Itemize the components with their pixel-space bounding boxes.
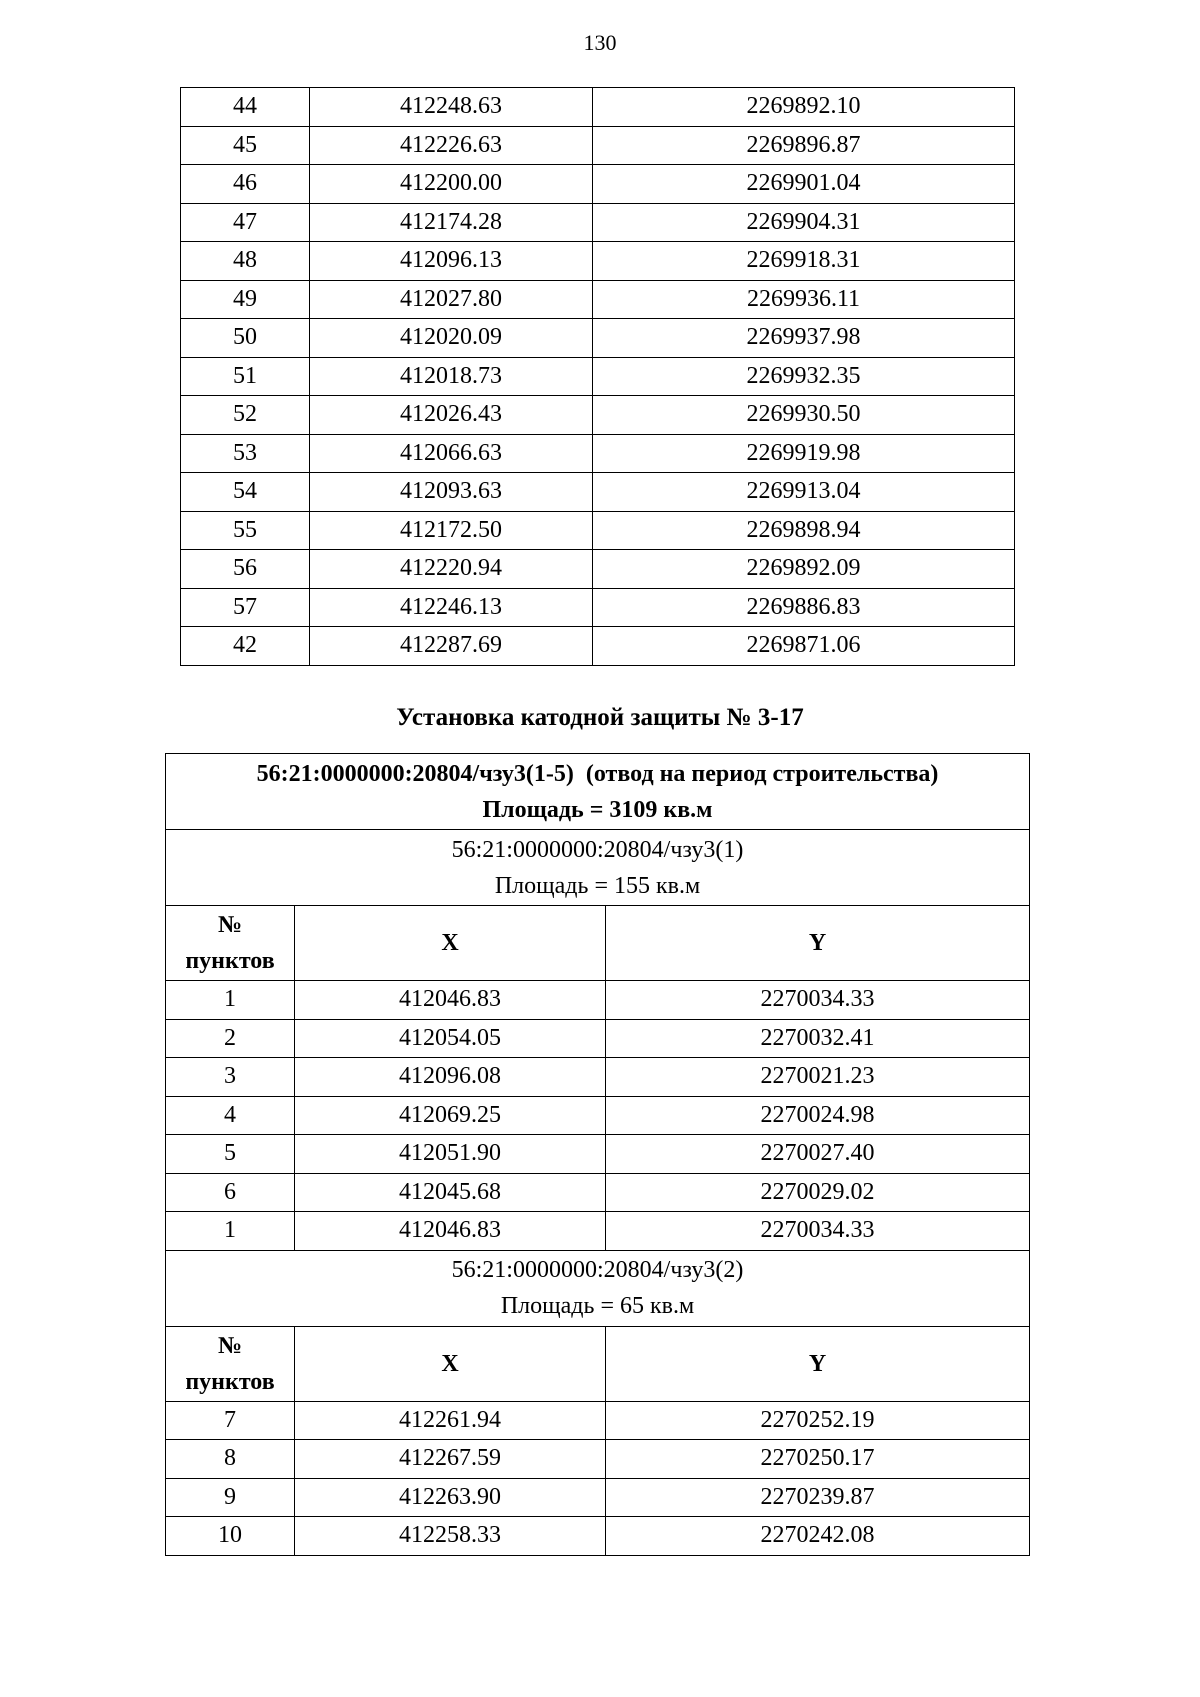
table-row	[181, 588, 1015, 627]
table-row	[166, 1517, 1030, 1556]
x-coordinate-cell: 412174.28	[310, 203, 593, 242]
y-coordinate-cell: 2269937.98	[593, 319, 1015, 358]
column-header-x: X	[295, 1326, 606, 1401]
column-header-number-symbol: №	[217, 1332, 243, 1359]
table-row	[181, 88, 1015, 127]
table-row	[181, 627, 1015, 666]
point-number-cell: 48	[181, 242, 310, 281]
table-row	[181, 434, 1015, 473]
point-number-cell: 53	[181, 434, 310, 473]
y-coordinate-cell: 2270034.33	[606, 981, 1030, 1020]
column-header-number	[166, 1326, 295, 1401]
y-coordinate-cell: 2270021.23	[606, 1058, 1030, 1097]
column-header-y: Y	[606, 1326, 1030, 1401]
column-header-number	[166, 906, 295, 981]
table-row	[181, 280, 1015, 319]
y-coordinate-cell: 2269901.04	[593, 165, 1015, 204]
table-row	[181, 203, 1015, 242]
y-coordinate-cell: 2270242.08	[606, 1517, 1030, 1556]
x-coordinate-cell: 412287.69	[310, 627, 593, 666]
part-plot-id: 56:21:0000000:20804/чзу3(2)	[451, 1257, 744, 1283]
part-area: Площадь = 155 кв.м	[494, 872, 701, 899]
point-number-cell: 52	[181, 396, 310, 435]
table-row	[166, 1173, 1030, 1212]
y-coordinate-cell: 2269896.87	[593, 126, 1015, 165]
coordinates-table-continued	[180, 87, 1015, 666]
table-row	[166, 1440, 1030, 1479]
x-coordinate-cell: 412246.13	[310, 588, 593, 627]
table-header-total-area: Площадь = 3109 кв.м	[482, 796, 713, 823]
x-coordinate-cell: 412093.63	[310, 473, 593, 512]
x-coordinate-cell: 412051.90	[295, 1135, 606, 1174]
table-row	[166, 1096, 1030, 1135]
x-coordinate-cell: 412096.08	[295, 1058, 606, 1097]
column-header-row	[166, 1326, 1030, 1401]
x-coordinate-cell: 412258.33	[295, 1517, 606, 1556]
point-number-cell: 50	[181, 319, 310, 358]
point-number-cell: 5	[166, 1135, 295, 1174]
table-row	[166, 1019, 1030, 1058]
table-row	[181, 511, 1015, 550]
x-coordinate-cell: 412261.94	[295, 1401, 606, 1440]
y-coordinate-cell: 2269898.94	[593, 511, 1015, 550]
x-coordinate-cell: 412069.25	[295, 1096, 606, 1135]
y-coordinate-cell: 2269932.35	[593, 357, 1015, 396]
point-number-cell: 47	[181, 203, 310, 242]
point-number-cell: 2	[166, 1019, 295, 1058]
x-coordinate-cell: 412220.94	[310, 550, 593, 589]
y-coordinate-cell: 2269936.11	[593, 280, 1015, 319]
x-coordinate-cell: 412026.43	[310, 396, 593, 435]
page-number: 130	[583, 30, 617, 55]
part-header-row	[166, 1250, 1030, 1326]
table-row	[166, 1058, 1030, 1097]
y-coordinate-cell: 2270029.02	[606, 1173, 1030, 1212]
y-coordinate-cell: 2270027.40	[606, 1135, 1030, 1174]
point-number-cell: 4	[166, 1096, 295, 1135]
x-coordinate-cell: 412263.90	[295, 1478, 606, 1517]
part-header	[166, 1250, 1030, 1326]
y-coordinate-cell: 2269892.09	[593, 550, 1015, 589]
y-coordinate-cell: 2270239.87	[606, 1478, 1030, 1517]
point-number-cell: 42	[181, 627, 310, 666]
table-header-plot-id: 56:21:0000000:20804/чзу3(1-5) (отвод на период строительства)	[256, 760, 939, 787]
point-number-cell: 54	[181, 473, 310, 512]
point-number-cell: 1	[166, 981, 295, 1020]
point-number-cell: 45	[181, 126, 310, 165]
table-row	[181, 473, 1015, 512]
point-number-cell: 9	[166, 1478, 295, 1517]
x-coordinate-cell: 412172.50	[310, 511, 593, 550]
y-coordinate-cell: 2269904.31	[593, 203, 1015, 242]
x-coordinate-cell: 412226.63	[310, 126, 593, 165]
part-header-row	[166, 830, 1030, 906]
x-coordinate-cell: 412200.00	[310, 165, 593, 204]
table-row	[166, 1478, 1030, 1517]
y-coordinate-cell: 2270252.19	[606, 1401, 1030, 1440]
x-coordinate-cell: 412027.80	[310, 280, 593, 319]
table-row	[181, 126, 1015, 165]
point-number-cell: 49	[181, 280, 310, 319]
column-header-number-label: пунктов	[185, 948, 275, 974]
y-coordinate-cell: 2269886.83	[593, 588, 1015, 627]
table-row	[166, 1135, 1030, 1174]
x-coordinate-cell: 412018.73	[310, 357, 593, 396]
x-coordinate-cell: 412020.09	[310, 319, 593, 358]
part-header	[166, 830, 1030, 906]
y-coordinate-cell: 2270024.98	[606, 1096, 1030, 1135]
point-number-cell: 57	[181, 588, 310, 627]
x-coordinate-cell: 412046.83	[295, 1212, 606, 1251]
y-coordinate-cell: 2269918.31	[593, 242, 1015, 281]
table-row	[166, 981, 1030, 1020]
table-row	[181, 165, 1015, 204]
column-header-row	[166, 906, 1030, 981]
x-coordinate-cell: 412046.83	[295, 981, 606, 1020]
cathodic-protection-coordinates-table	[165, 753, 1030, 1556]
x-coordinate-cell: 412248.63	[310, 88, 593, 127]
y-coordinate-cell: 2270250.17	[606, 1440, 1030, 1479]
point-number-cell: 8	[166, 1440, 295, 1479]
point-number-cell: 51	[181, 357, 310, 396]
y-coordinate-cell: 2269871.06	[593, 627, 1015, 666]
part-area: Площадь = 65 кв.м	[500, 1293, 695, 1319]
table-row	[166, 1401, 1030, 1440]
point-number-cell: 46	[181, 165, 310, 204]
y-coordinate-cell: 2269913.04	[593, 473, 1015, 512]
y-coordinate-cell: 2270032.41	[606, 1019, 1030, 1058]
point-number-cell: 44	[181, 88, 310, 127]
x-coordinate-cell: 412045.68	[295, 1173, 606, 1212]
point-number-cell: 55	[181, 511, 310, 550]
point-number-cell: 10	[166, 1517, 295, 1556]
column-header-number-label: пунктов	[185, 1368, 275, 1395]
table-row	[181, 242, 1015, 281]
y-coordinate-cell: 2270034.33	[606, 1212, 1030, 1251]
x-coordinate-cell: 412066.63	[310, 434, 593, 473]
y-coordinate-cell: 2269930.50	[593, 396, 1015, 435]
table-header	[166, 754, 1030, 830]
table-row	[166, 1212, 1030, 1251]
table-row	[181, 396, 1015, 435]
y-coordinate-cell: 2269892.10	[593, 88, 1015, 127]
point-number-cell: 6	[166, 1173, 295, 1212]
point-number-cell: 3	[166, 1058, 295, 1097]
part-plot-id: 56:21:0000000:20804/чзу3(1)	[451, 836, 744, 863]
table-row	[181, 319, 1015, 358]
column-header-number-symbol: №	[217, 912, 243, 938]
column-header-x: X	[295, 906, 606, 981]
table-row	[181, 550, 1015, 589]
table-row	[181, 357, 1015, 396]
x-coordinate-cell: 412054.05	[295, 1019, 606, 1058]
point-number-cell: 56	[181, 550, 310, 589]
column-header-y: Y	[606, 906, 1030, 981]
y-coordinate-cell: 2269919.98	[593, 434, 1015, 473]
point-number-cell: 1	[166, 1212, 295, 1251]
x-coordinate-cell: 412267.59	[295, 1440, 606, 1479]
section-title: Установка катодной защиты № 3-17	[396, 704, 804, 731]
x-coordinate-cell: 412096.13	[310, 242, 593, 281]
point-number-cell: 7	[166, 1401, 295, 1440]
